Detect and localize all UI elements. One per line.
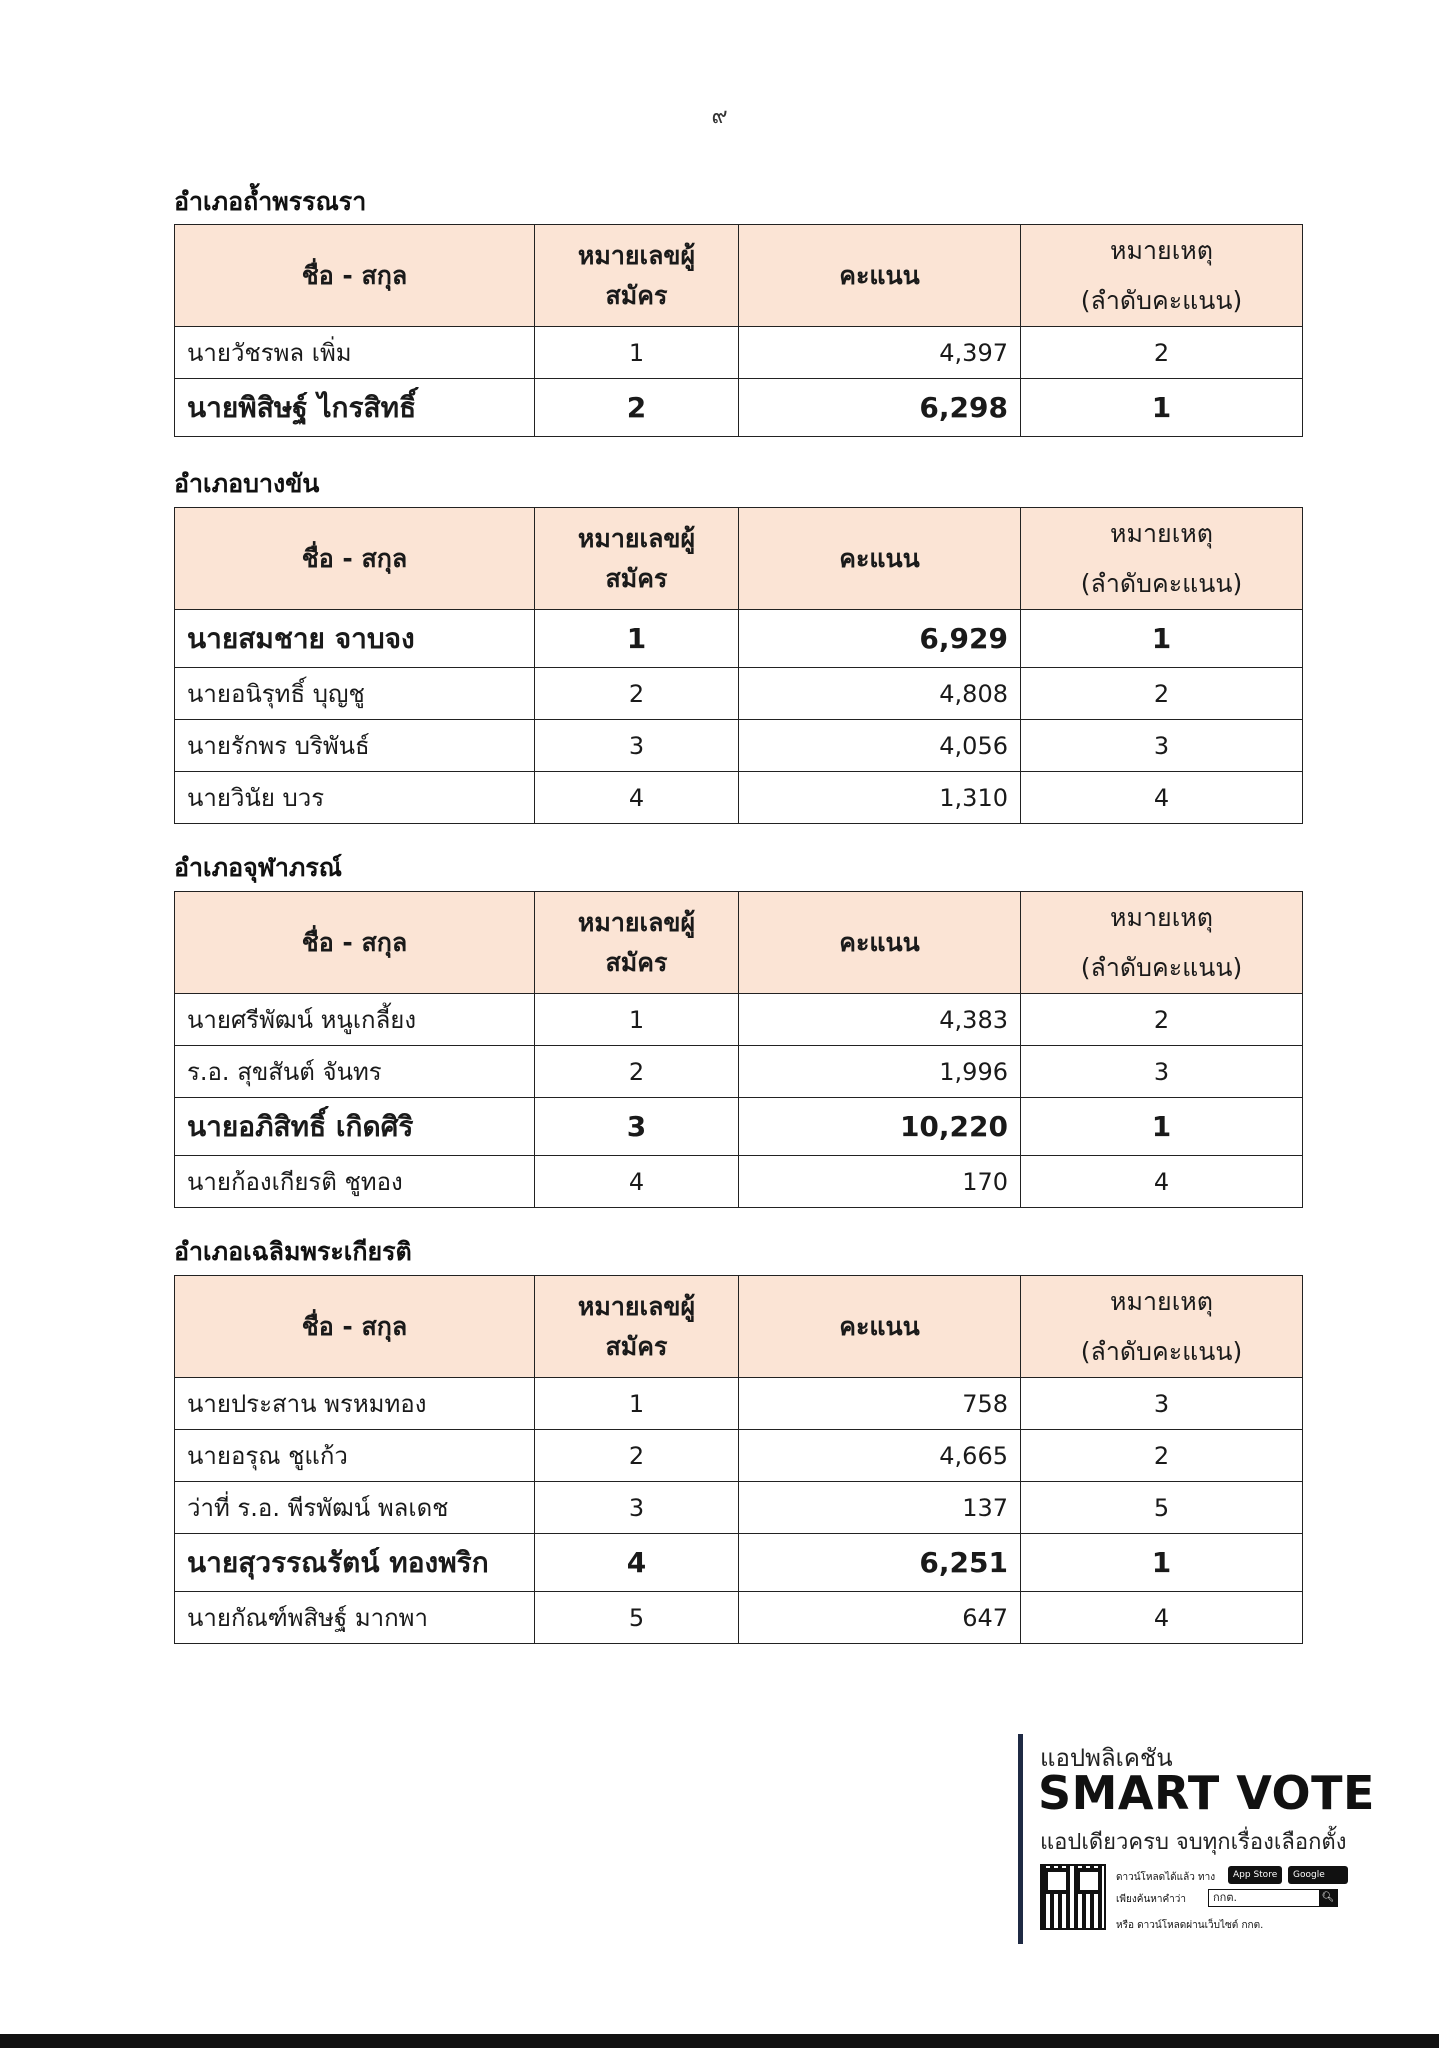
table-row [175, 1156, 1303, 1208]
header-candidate-no: หมายเลขผู้สมัคร [535, 508, 739, 610]
header-score: คะแนน [739, 508, 1021, 610]
table-header-row [175, 225, 1303, 327]
app-store-badge: App Store [1228, 1866, 1282, 1884]
candidate-score: 6,251 [739, 1534, 1021, 1592]
ad-website-text: หรือ ดาวน์โหลดผ่านเว็บไซต์ กกต. [1116, 1920, 1264, 1931]
candidate-rank: 2 [1021, 327, 1303, 379]
candidate-rank: 2 [1021, 668, 1303, 720]
candidate-score: 10,220 [739, 1098, 1021, 1156]
table-row [175, 1534, 1303, 1592]
smart-vote-ad [1018, 1734, 1375, 1944]
table-header-row [175, 508, 1303, 610]
candidate-number: 1 [535, 994, 739, 1046]
table-row [175, 668, 1303, 720]
results-table [174, 507, 1303, 824]
candidate-name: นายวัชรพล เพิ่ม [175, 327, 535, 379]
header-name: ชื่อ - สกุล [175, 1276, 535, 1378]
candidate-score: 4,397 [739, 327, 1021, 379]
candidate-number: 2 [535, 1430, 739, 1482]
header-remark-line2: (ลำดับคะแนน) [1080, 952, 1243, 982]
candidate-number: 2 [535, 379, 739, 437]
table-row [175, 379, 1303, 437]
table-row [175, 1430, 1303, 1482]
candidate-name: นายศรีพัฒน์ หนูเกลี้ยง [175, 994, 535, 1046]
table-row [175, 610, 1303, 668]
table-row [175, 772, 1303, 824]
table-row [175, 994, 1303, 1046]
candidate-number: 1 [535, 1378, 739, 1430]
candidate-rank: 4 [1021, 772, 1303, 824]
search-icon: 🔍︎ [1319, 1889, 1337, 1907]
candidate-rank: 3 [1021, 1046, 1303, 1098]
header-remark [1021, 225, 1303, 327]
header-candidate-no: หมายเลขผู้สมัคร [535, 1276, 739, 1378]
header-remark [1021, 508, 1303, 610]
candidate-name: นายสุวรรณรัตน์ ทองพริก [175, 1534, 535, 1592]
ad-search-box [1208, 1889, 1338, 1907]
header-score: คะแนน [739, 892, 1021, 994]
candidate-rank: 5 [1021, 1482, 1303, 1534]
candidate-score: 647 [739, 1592, 1021, 1644]
table-row [175, 1098, 1303, 1156]
candidate-score: 1,310 [739, 772, 1021, 824]
candidate-rank: 1 [1021, 1098, 1303, 1156]
table-row [175, 327, 1303, 379]
candidate-name: นายประสาน พรหมทอง [175, 1378, 535, 1430]
candidate-score: 137 [739, 1482, 1021, 1534]
district-heading: อำเภอเฉลิมพระเกียรติ [174, 1237, 412, 1266]
candidate-rank: 3 [1021, 720, 1303, 772]
table-row [175, 720, 1303, 772]
candidate-number: 4 [535, 1534, 739, 1592]
district-heading: อำเภอบางขัน [174, 469, 320, 498]
qr-code-icon [1040, 1864, 1106, 1930]
candidate-score: 758 [739, 1378, 1021, 1430]
ad-tagline: แอปเดียวครบ จบทุกเรื่องเลือกตั้ง [1040, 1830, 1347, 1855]
header-name: ชื่อ - สกุล [175, 225, 535, 327]
candidate-number: 1 [535, 610, 739, 668]
header-remark [1021, 1276, 1303, 1378]
candidate-number: 1 [535, 327, 739, 379]
candidate-name: นายกัณฑ์พสิษฐ์ มากพา [175, 1592, 535, 1644]
table-header-row [175, 1276, 1303, 1378]
candidate-name: นายพิสิษฐ์ ไกรสิทธิ์ [175, 379, 535, 437]
bottom-edge-bar [0, 2034, 1439, 2048]
header-candidate-no: หมายเลขผู้สมัคร [535, 225, 739, 327]
google-play-badge: Google play [1288, 1866, 1348, 1884]
header-remark-line1: หมายเหตุ [1110, 235, 1213, 265]
candidate-score: 6,298 [739, 379, 1021, 437]
header-remark-line1: หมายเหตุ [1110, 1286, 1213, 1316]
candidate-number: 5 [535, 1592, 739, 1644]
candidate-name: นายก้องเกียรติ ชูทอง [175, 1156, 535, 1208]
candidate-rank: 2 [1021, 1430, 1303, 1482]
candidate-score: 4,383 [739, 994, 1021, 1046]
header-remark-line2: (ลำดับคะแนน) [1080, 285, 1243, 315]
header-remark-line1: หมายเหตุ [1110, 902, 1213, 932]
candidate-name: นายสมชาย จาบจง [175, 610, 535, 668]
header-remark-line1: หมายเหตุ [1110, 518, 1213, 548]
candidate-rank: 4 [1021, 1592, 1303, 1644]
header-name: ชื่อ - สกุล [175, 508, 535, 610]
header-remark [1021, 892, 1303, 994]
candidate-rank: 1 [1021, 610, 1303, 668]
ad-accent-bar [1018, 1734, 1023, 1944]
ad-download-text: ดาวน์โหลดได้แล้ว ทาง [1116, 1872, 1216, 1883]
candidate-score: 1,996 [739, 1046, 1021, 1098]
results-table [174, 891, 1303, 1208]
candidate-number: 3 [535, 1482, 739, 1534]
candidate-score: 170 [739, 1156, 1021, 1208]
ad-subtitle: แอปพลิเคชัน [1040, 1744, 1173, 1772]
header-score: คะแนน [739, 1276, 1021, 1378]
candidate-name: ร.อ. สุขสันต์ จันทร [175, 1046, 535, 1098]
table-row [175, 1482, 1303, 1534]
candidate-name: นายอภิสิทธิ์ เกิดศิริ [175, 1098, 535, 1156]
candidate-rank: 1 [1021, 379, 1303, 437]
results-table [174, 224, 1303, 437]
candidate-name: นายรักพร บริพันธ์ [175, 720, 535, 772]
table-header-row [175, 892, 1303, 994]
header-candidate-no: หมายเลขผู้สมัคร [535, 892, 739, 994]
candidate-rank: 2 [1021, 994, 1303, 1046]
ad-title: SMART VOTE [1038, 1766, 1375, 1820]
header-name: ชื่อ - สกุล [175, 892, 535, 994]
candidate-rank: 1 [1021, 1534, 1303, 1592]
candidate-number: 3 [535, 1098, 739, 1156]
candidate-rank: 4 [1021, 1156, 1303, 1208]
candidate-name: ว่าที่ ร.อ. พีรพัฒน์ พลเดช [175, 1482, 535, 1534]
candidate-score: 4,665 [739, 1430, 1021, 1482]
candidate-number: 4 [535, 772, 739, 824]
results-table [174, 1275, 1303, 1644]
candidate-name: นายวินัย บวร [175, 772, 535, 824]
candidate-number: 2 [535, 1046, 739, 1098]
table-row [175, 1378, 1303, 1430]
candidate-score: 6,929 [739, 610, 1021, 668]
district-heading: อำเภอถ้ำพรรณรา [174, 187, 367, 216]
candidate-score: 4,056 [739, 720, 1021, 772]
candidate-name: นายอนิรุทธิ์ บุญชู [175, 668, 535, 720]
candidate-number: 4 [535, 1156, 739, 1208]
candidate-rank: 3 [1021, 1378, 1303, 1430]
ad-search-text: เพียงค้นหาคำว่า [1116, 1894, 1187, 1905]
table-row [175, 1592, 1303, 1644]
candidate-number: 2 [535, 668, 739, 720]
header-score: คะแนน [739, 225, 1021, 327]
table-row [175, 1046, 1303, 1098]
candidate-number: 3 [535, 720, 739, 772]
district-heading: อำเภอจุฬาภรณ์ [174, 853, 342, 882]
candidate-name: นายอรุณ ชูแก้ว [175, 1430, 535, 1482]
page-number: ๙ [711, 104, 728, 129]
header-remark-line2: (ลำดับคะแนน) [1080, 568, 1243, 598]
candidate-score: 4,808 [739, 668, 1021, 720]
ad-search-term: กกต. [1213, 1891, 1237, 1904]
header-remark-line2: (ลำดับคะแนน) [1080, 1336, 1243, 1366]
